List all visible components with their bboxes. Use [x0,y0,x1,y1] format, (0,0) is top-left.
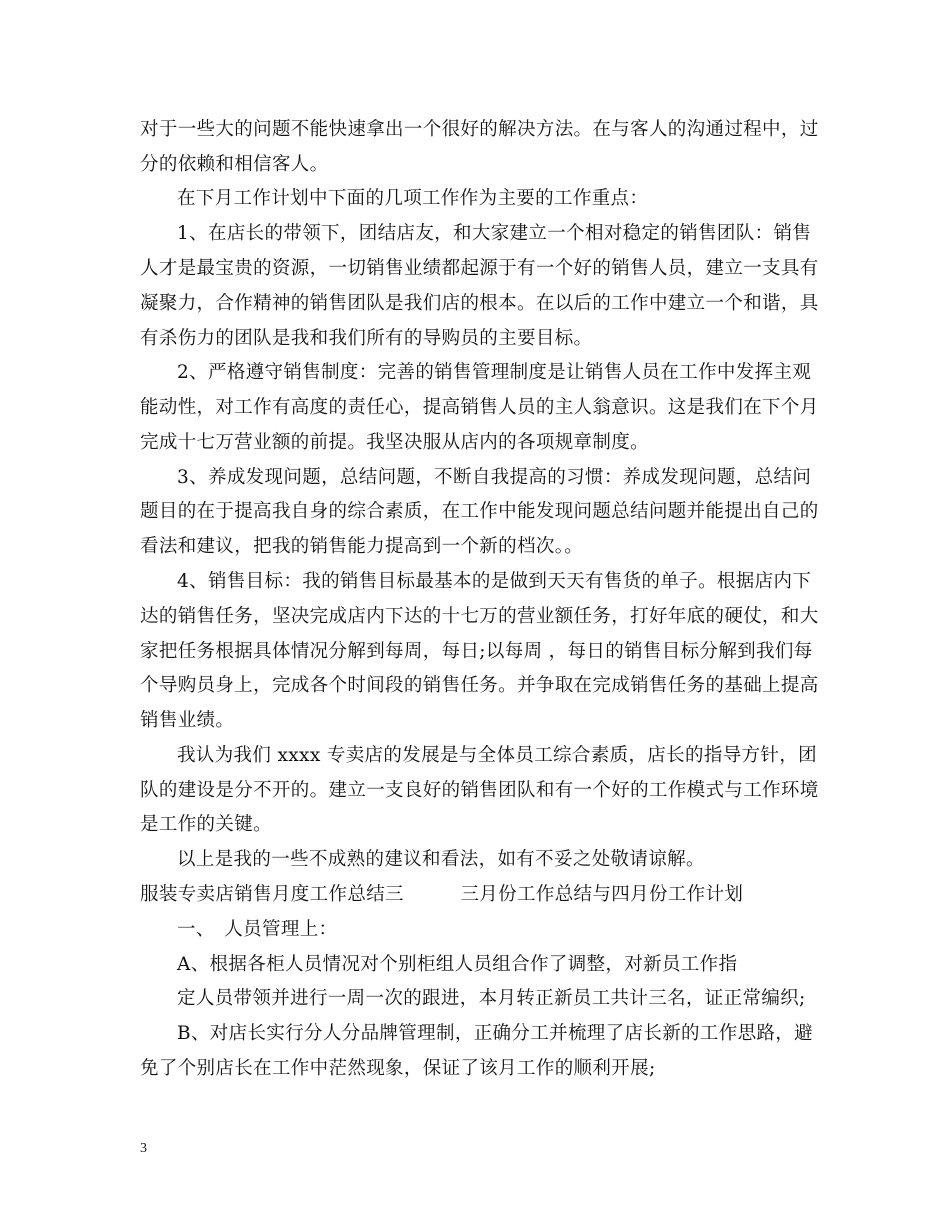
text-line: 2、严格遵守销售制度：完善的销售管理制度是让销售人员在工作中发挥主观 [177,362,812,383]
text-line: 在下月工作计划中下面的几项工作作为主要的工作重点： [177,188,649,209]
text-line: 分的依赖和相信客人。 [140,154,329,175]
text-line: A、根据各柜人员情况对个别柜组人员组合作了调整，对新员工作指 [177,954,738,975]
text-line: 销售业绩。 [140,710,235,731]
text-line: 一、 人员管理上： [177,919,338,940]
text-line: 完成十七万营业额的前提。我坚决服从店内的各项规章制度。 [140,432,649,453]
text-line: 以上是我的一些不成熟的建议和看法，如有不妥之处敬请谅解。 [177,849,705,870]
text-line: 队的建设是分不开的。建立一支良好的销售团队和有一个好的工作模式与工作环境 [140,780,819,801]
text-line: 4、销售目标：我的销售目标最基本的是做到天天有售货的单子。根据店内下 [177,571,812,592]
text-line: 对于一些大的问题不能快速拿出一个很好的解决方法。在与客人的沟通过程中，过 [140,119,819,140]
text-line: 我认为我们 xxxx 专卖店的发展是与全体员工综合素质，店长的指导方针，团 [177,745,817,766]
text-line: 是工作的关键。 [140,814,272,835]
text-line: 3、养成发现问题，总结问题，不断自我提高的习惯：养成发现问题，总结问 [177,467,812,488]
text-line: 有杀伤力的团队是我和我们所有的导购员的主要目标。 [140,328,593,349]
page-number: 3 [140,1141,147,1156]
text-line: 1、在店长的带领下，团结店友，和大家建立一个相对稳定的销售团队：销售 [177,223,812,244]
text-line: B、对店长实行分人分品牌管理制，正确分工并梳理了店长新的工作思路，避 [177,1023,813,1044]
text-line: 免了个别店长在工作中茫然现象，保证了该月工作的顺利开展; [140,1058,656,1079]
text-line: 能动性，对工作有高度的责任心，提高销售人员的主人翁意识。这是我们在下个月 [140,397,819,418]
text-line: 家把任务根据具体情况分解到每周，每日;以每周 ，每日的销售目标分解到我们每 [140,641,813,662]
text-line: 看法和建议，把我的销售能力提高到一个新的档次。。 [140,536,584,557]
section-title: 服装专卖店销售月度工作总结三 三月份工作总结与四月份工作计划 [140,884,744,905]
text-line: 凝聚力，合作精神的销售团队是我们店的根本。在以后的工作中建立一个和谐，具 [140,293,819,314]
text-line: 人才是最宝贵的资源，一切销售业绩都起源于有一个好的销售人员，建立一支具有 [140,258,819,279]
text-line: 题目的在于提高我自身的综合素质，在工作中能发现问题总结问题并能提出自己的 [140,501,819,522]
text-line: 个导购员身上，完成各个时间段的销售任务。并争取在完成销售任务的基础上提高 [140,675,819,696]
text-line: 达的销售任务，坚决完成店内下达的十七万的营业额任务，打好年底的硬仗，和大 [140,606,819,627]
text-line: 定人员带领并进行一周一次的跟进，本月转正新员工共计三名，证正常编织; [177,988,806,1009]
